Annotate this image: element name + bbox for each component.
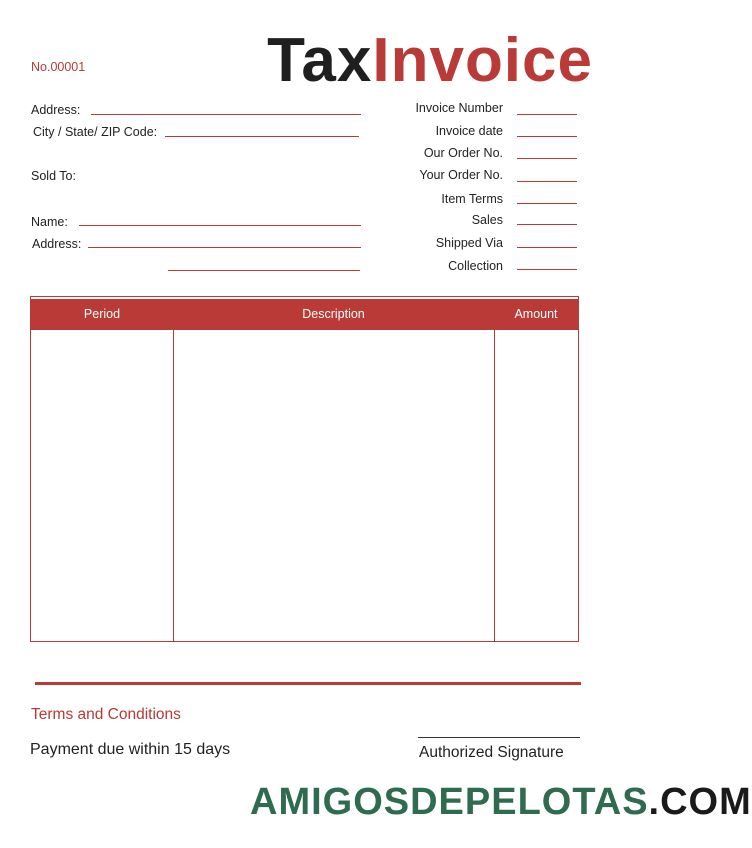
header-period: Period	[83, 307, 121, 321]
description-cell[interactable]	[174, 330, 494, 641]
document-title	[267, 26, 593, 95]
signature-line[interactable]	[418, 737, 580, 738]
title-tax: Tax	[267, 26, 373, 95]
city-line[interactable]	[165, 136, 359, 137]
sales-label: Sales	[471, 213, 503, 227]
shipped-via-line[interactable]	[517, 247, 577, 248]
terms-heading: Terms and Conditions	[31, 706, 181, 723]
header-amount: Amount	[514, 307, 558, 321]
invoice-number-line[interactable]	[517, 114, 577, 115]
item-terms-label: Item Terms	[441, 192, 503, 206]
signature-label: Authorized Signature	[419, 744, 564, 761]
collection-line[interactable]	[517, 269, 577, 270]
address-label: Address:	[31, 103, 81, 117]
your-order-label: Your Order No.	[419, 168, 503, 182]
collection-label: Collection	[448, 259, 503, 273]
item-terms-line[interactable]	[517, 203, 577, 204]
amount-cell[interactable]	[495, 330, 578, 641]
shipped-via-label: Shipped Via	[435, 236, 503, 250]
title-invoice: Invoice	[372, 26, 593, 95]
sold-to-label: Sold To:	[31, 169, 76, 183]
invoice-date-line[interactable]	[517, 136, 577, 137]
watermark-tld: .COM	[648, 781, 752, 823]
footer-divider	[35, 682, 581, 685]
city-label: City / State/ ZIP Code:	[33, 125, 158, 139]
address3-line[interactable]	[168, 270, 360, 271]
terms-text: Payment due within 15 days	[30, 741, 231, 758]
name-label: Name:	[31, 215, 68, 229]
invoice-number-label: Invoice Number	[415, 101, 503, 115]
our-order-line[interactable]	[517, 158, 577, 159]
address-line[interactable]	[91, 114, 361, 115]
items-table	[30, 296, 579, 642]
watermark-logo	[250, 783, 752, 821]
header-description: Description	[302, 307, 365, 321]
address2-label: Address:	[32, 237, 82, 251]
invoice-date-label: Invoice date	[435, 124, 503, 138]
sales-line[interactable]	[517, 224, 577, 225]
watermark-name: AMIGOSDEPELOTAS	[250, 781, 649, 823]
period-cell[interactable]	[31, 330, 173, 641]
your-order-line[interactable]	[517, 181, 577, 182]
table-header	[31, 297, 578, 330]
name-line[interactable]	[79, 225, 361, 226]
address2-line[interactable]	[88, 247, 361, 248]
our-order-label: Our Order No.	[423, 146, 503, 160]
invoice-number: No.00001	[31, 60, 86, 74]
